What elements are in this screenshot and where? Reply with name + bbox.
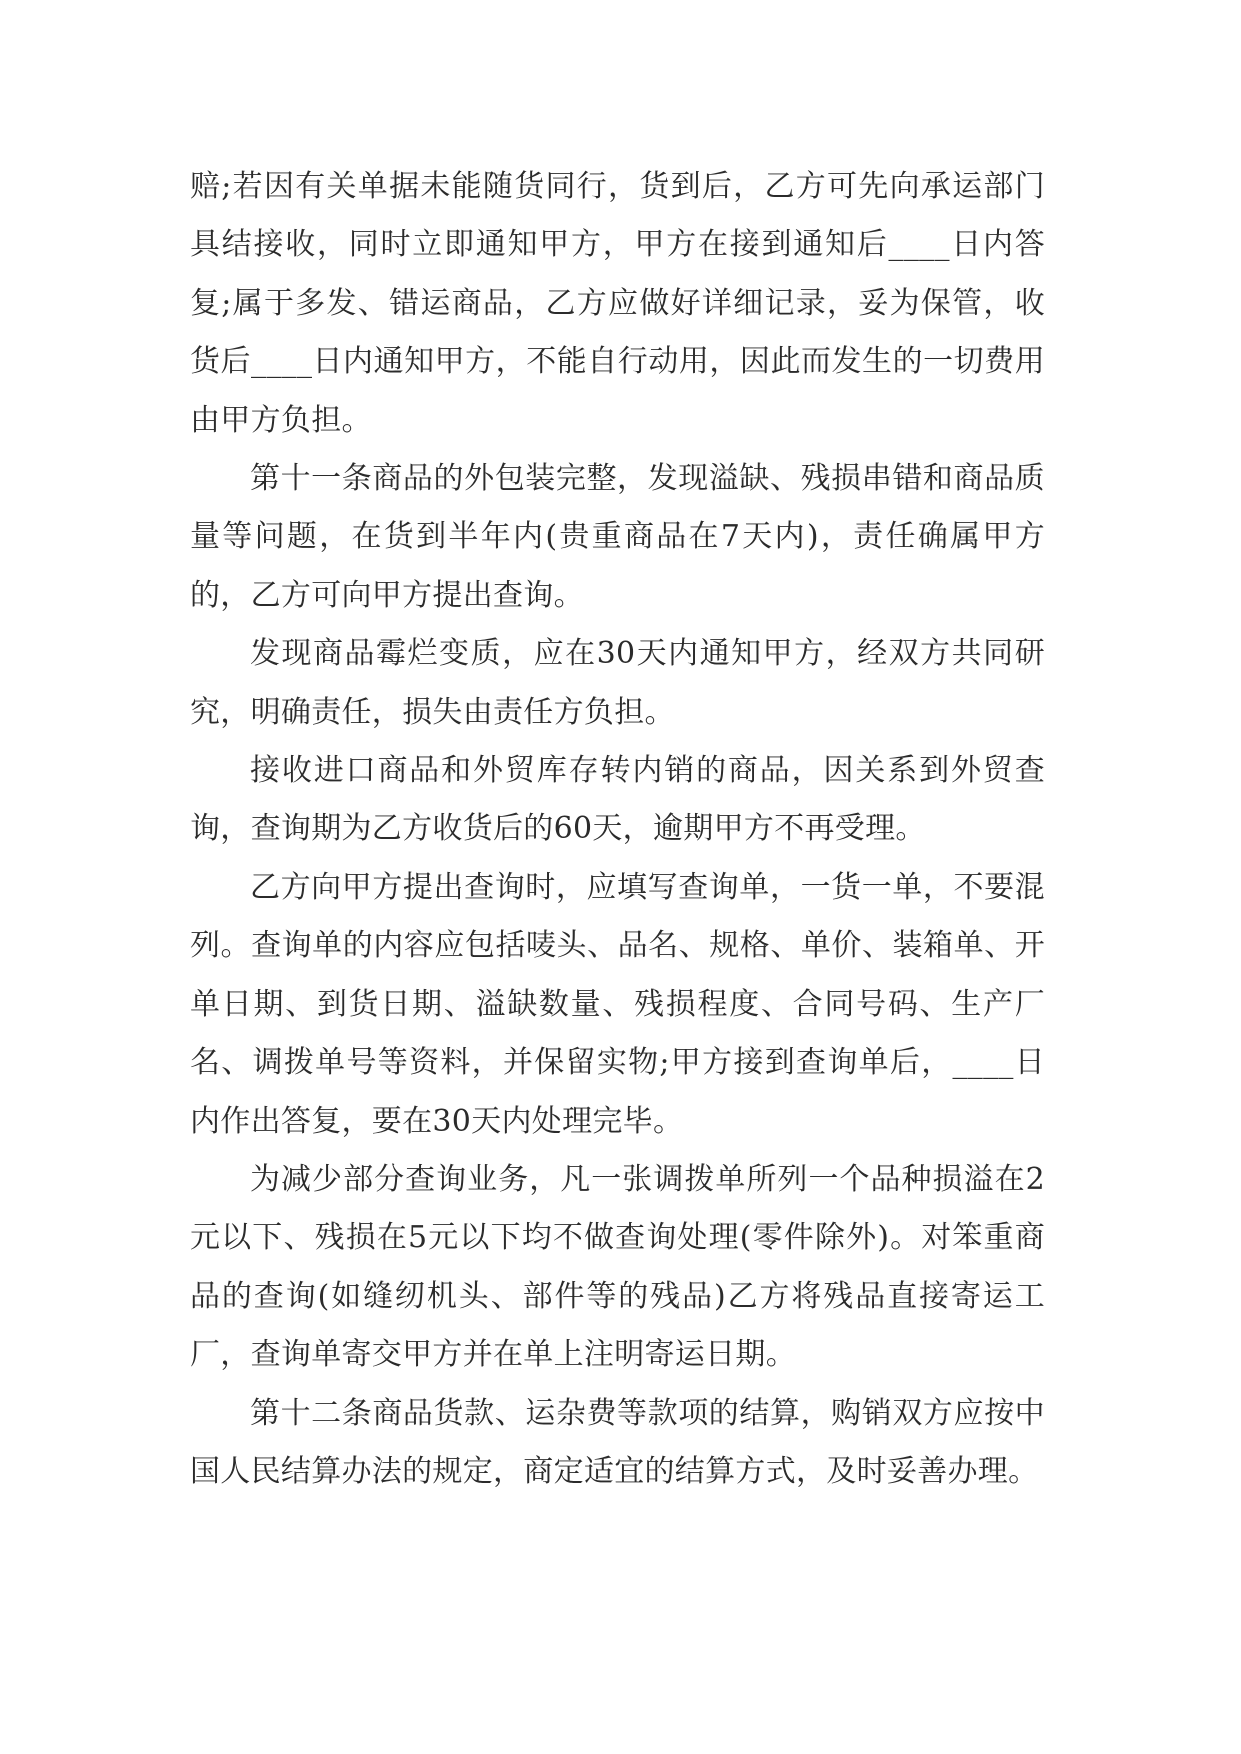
paragraph-inquiry-form: 乙方向甲方提出查询时，应填写查询单，一货一单，不要混列。查询单的内容应包括唛头、品名、规格、单价、装箱单、开单日期、到货日期、溢缺数量、残损程度、合同号码、生产厂名、调拨单号等资料，并保留实物;甲方接到查询单后，____日内作出答复，要在30天内处理完毕。 [190, 869, 1045, 1139]
paragraph-continuation: 赔;若因有关单据未能随货同行，货到后，乙方可先向承运部门具结接收，同时立即通知甲方，甲方在接到通知后____日内答复;属于多发、错运商品，乙方应做好详细记录，妥为保管，收货后____日内通知甲方，不能自行动用，因此而发生的一切费用由甲方负担。 [190, 169, 1045, 438]
paragraph-import-goods: 接收进口商品和外贸库存转内销的商品，因关系到外贸查询，查询期为乙方收货后的60天，逾期甲方不再受理。 [190, 753, 1045, 847]
paragraph-article-11: 第十一条商品的外包装完整，发现溢缺、残损串错和商品质量等问题，在货到半年内(贵重商品在7天内)，责任确属甲方的，乙方可向甲方提出查询。 [190, 461, 1045, 613]
paragraph-spoilage: 发现商品霉烂变质，应在30天内通知甲方，经双方共同研究，明确责任，损失由责任方负担。 [190, 636, 1045, 730]
paragraph-article-12: 第十二条商品货款、运杂费等款项的结算，购销双方应按中国人民结算办法的规定，商定适宜的结算方式，及时妥善办理。 [190, 1395, 1045, 1489]
document-body [190, 158, 1045, 1501]
paragraph-reduce-inquiry: 为减少部分查询业务，凡一张调拨单所列一个品种损溢在2元以下、残损在5元以下均不做查询处理(零件除外)。对笨重商品的查询(如缝纫机头、部件等的残品)乙方将残品直接寄运工厂，查询单寄交甲方并在单上注明寄运日期。 [190, 1161, 1045, 1373]
